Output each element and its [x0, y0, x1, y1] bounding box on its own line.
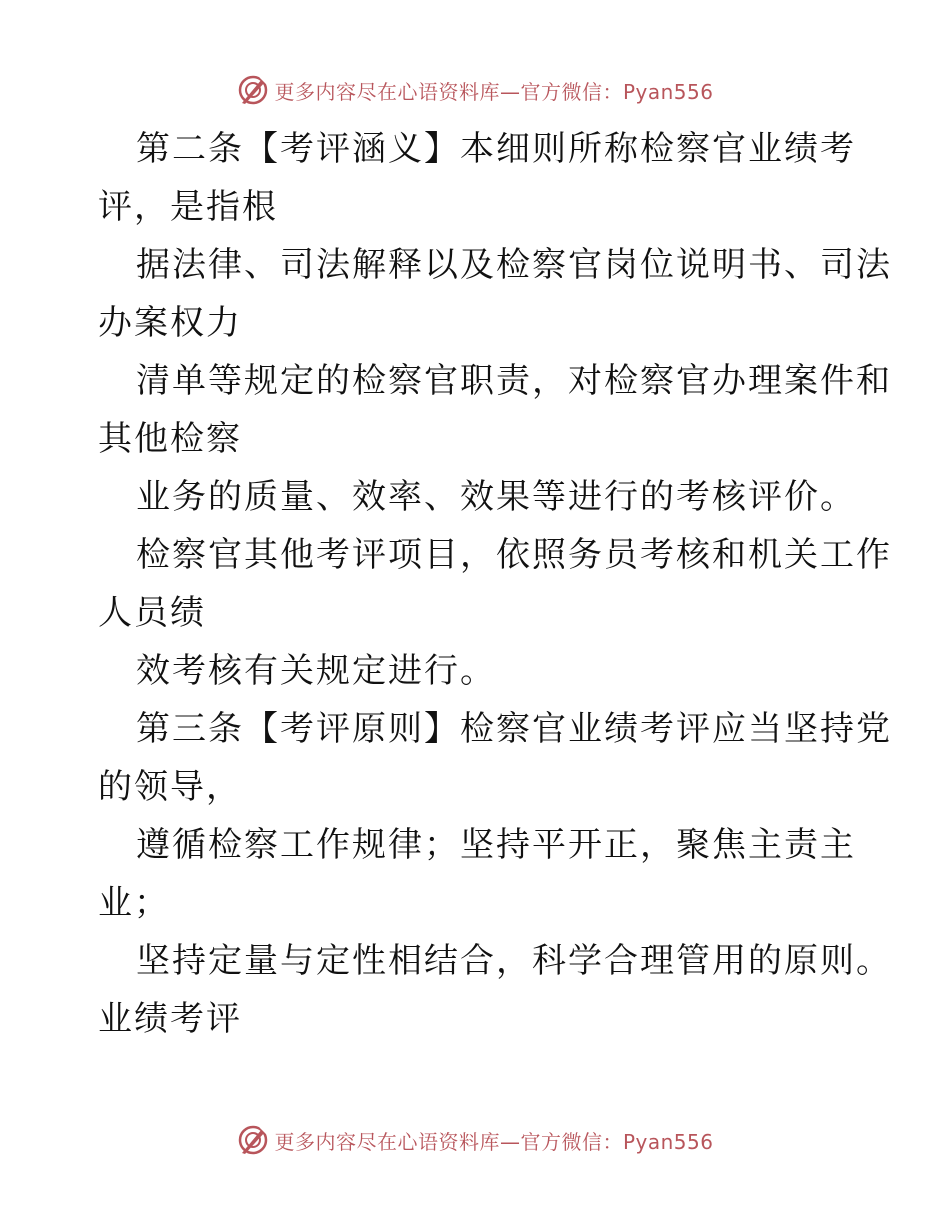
text-line: 效考核有关规定进行。 — [136, 651, 496, 691]
text-line: 遵循检察工作规律；坚持平开正，聚焦主责主 — [136, 825, 856, 865]
text-line: 业； — [98, 883, 170, 923]
text-line: 业务的质量、效率、效果等进行的考核评价。 — [136, 477, 856, 517]
text-line: 人员绩 — [98, 593, 206, 633]
text-line: 的领导， — [98, 767, 242, 807]
text-line: 其他检察 — [98, 419, 242, 459]
footer-banner-text: 更多内容尽在心语资料库—官方微信：Pyan556 — [274, 1129, 714, 1154]
text-line: 第二条【考评涵义】本细则所称检察官业绩考 — [136, 129, 856, 169]
text-line: 第三条【考评原则】检察官业绩考评应当坚持党 — [136, 709, 892, 749]
text-line: 清单等规定的检察官职责，对检察官办理案件和 — [136, 361, 892, 401]
text-line: 坚持定量与定性相结合，科学合理管用的原则。 — [136, 941, 892, 981]
document-body — [98, 120, 892, 1048]
header-banner — [0, 70, 950, 110]
text-line: 办案权力 — [98, 303, 242, 343]
text-line: 评，是指根 — [98, 187, 278, 227]
text-line: 据法律、司法解释以及检察官岗位说明书、司法 — [136, 245, 892, 285]
header-banner-text: 更多内容尽在心语资料库—官方微信：Pyan556 — [274, 79, 714, 104]
pen-logo-icon — [236, 73, 270, 107]
text-line: 业绩考评 — [98, 999, 242, 1039]
pen-logo-icon — [236, 1123, 270, 1157]
footer-banner — [0, 1120, 950, 1160]
text-line: 检察官其他考评项目，依照务员考核和机关工作 — [136, 535, 892, 575]
